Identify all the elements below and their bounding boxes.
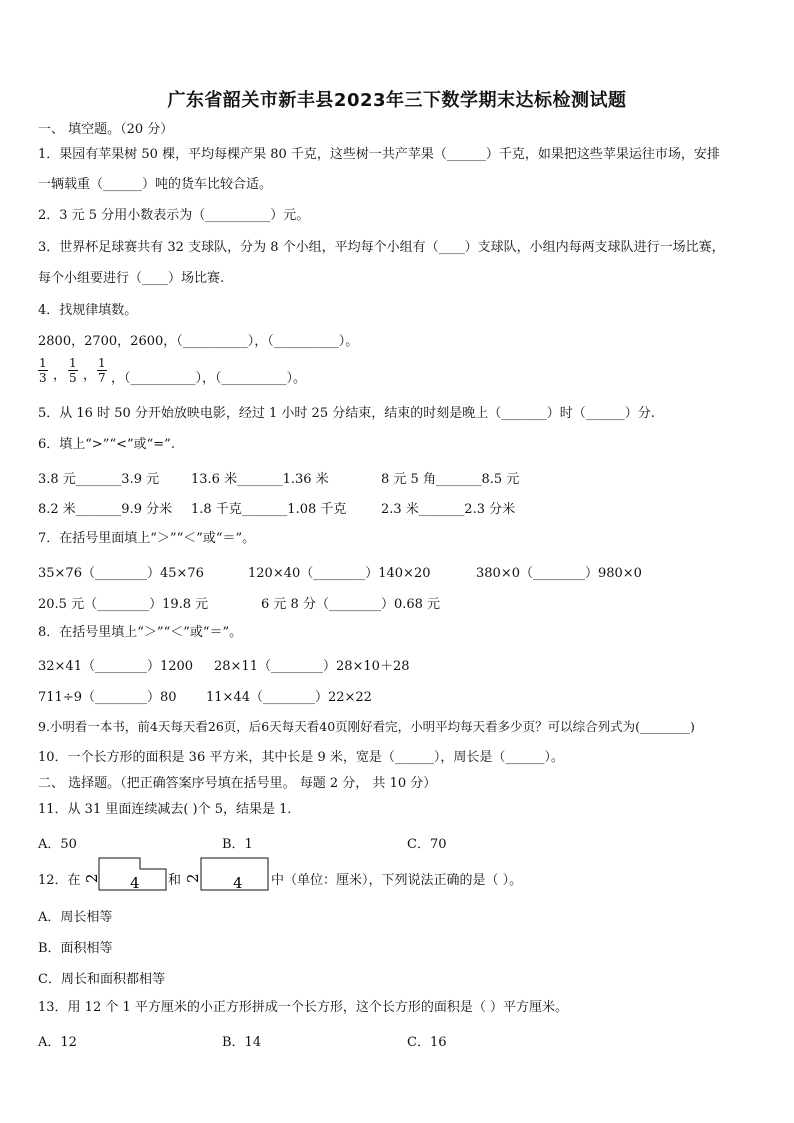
q4-fraction-2-denominator: 5 [69,371,77,385]
q13-text: 13．用 12 个 1 平方厘米的小正方形拼成一个长方形，这个长方形的面积是（ ）平方厘米。 [38,1000,569,1015]
q7-item: 20.5 元（________）19.8 元 [38,597,209,612]
q7-item: 380×0（________）980×0 [476,566,642,581]
q1-line1: 1．果园有苹果树 50 棵，平均每棵产果 80 千克，这些树一共产苹果（______）千克，如果把这些苹果运往市场，安排 [38,147,720,162]
q7-item: 6 元 8 分（________）0.68 元 [261,597,441,612]
q11-text: 11．从 31 里面连续减去( )个 5，结果是 1． [38,802,301,817]
q11-option-c: C．70 [407,837,447,852]
exam-title: 广东省韶关市新丰县2023年三下数学期末达标检测试题 [167,90,627,111]
q12-shape1-side-label: 2 [83,873,101,883]
q13-option-a: A．12 [38,1035,77,1050]
q4-text: 4．找规律填数。 [38,303,138,318]
q12-option-c: C．周长和面积都相等 [38,972,165,987]
q8-item: 28×11（________）28×10＋28 [214,659,410,674]
q12-shape2-side-label: 2 [184,873,202,883]
q12-option-a: A．周长相等 [38,910,113,925]
q3-line2: 每个小组要进行（____）场比赛. [38,271,225,286]
q13-option-b: B．14 [222,1035,262,1050]
q4-fraction-2-numerator: 1 [69,356,77,370]
q12-shape2-bottom-label: 4 [233,874,243,892]
q6-item: 13.6 米_______1.36 米 [191,472,329,487]
q4-fraction-2 [68,356,78,385]
q10-text: 10．一个长方形的面积是 36 平方米，其中长是 9 米，宽是（______），周长是（______）。 [38,750,564,765]
q6-item: 3.8 元_______3.9 元 [38,472,160,487]
q6-item: 8 元 5 角_______8.5 元 [381,472,520,487]
section1-heading: 一、 填空题。（20 分） [38,122,174,137]
q12-shape1-bottom-label: 4 [130,874,140,892]
q4-sequence-2-tail: ，（__________），（__________）。 [111,371,307,386]
section2-heading: 二、 选择题。（把正确答案序号填在括号里。 每题 2 分， 共 10 分） [38,776,437,791]
q8-text: 8．在括号里填上“＞”“＜”或“＝”。 [38,625,243,640]
q12-rectangle-figure [183,855,271,893]
q4-fraction-3-numerator: 1 [98,356,106,370]
q3-line1: 3．世界杯足球赛共有 32 支球队，分为 8 个小组，平均每个小组有（____）支球队，小组内每两支球队进行一场比赛， [38,240,725,255]
q6-item: 2.3 米_______2.3 分米 [381,502,516,517]
q5-text: 5．从 16 时 50 分开始放映电影，经过 1 小时 25 分结束，结束的时刻是晚上（_______）时（______）分. [38,406,655,421]
q2-text: 2．3 元 5 分用小数表示为（__________）元。 [38,208,310,223]
q4-fraction-separator-1: ， [53,368,67,383]
q11-option-b: B．1 [222,837,253,852]
q4-fraction-1 [38,356,48,385]
q7-item: 120×40（________）140×20 [248,566,431,581]
q4-fraction-1-numerator: 1 [39,356,47,370]
q4-fraction-3-denominator: 7 [98,371,106,385]
q12-mid: 和 [168,873,182,888]
q13-option-c: C．16 [407,1035,447,1050]
q4-fraction-separator-2: ， [83,368,97,383]
q6-text: 6．填上“>”“<”或“=”. [38,437,175,452]
q4-fraction-1-denominator: 3 [39,371,47,385]
q12-option-b: B．面积相等 [38,941,113,956]
q12-prefix: 12．在 [38,873,81,888]
q7-item: 35×76（________）45×76 [38,566,204,581]
q1-line2: 一辆载重（______）吨的货车比较合适。 [38,177,273,192]
q7-text: 7．在括号里面填上“＞”“＜”或“＝”。 [38,531,256,546]
q8-item: 11×44（________）22×22 [206,690,372,705]
q8-item: 711÷9（________）80 [38,690,177,705]
q6-item: 1.8 千克_______1.08 千克 [191,502,347,517]
q4-sequence-1: 2800，2700，2600，（__________），（__________）。 [38,334,359,349]
q12-suffix: 中（单位：厘米），下列说法正确的是（ ）。 [271,873,523,888]
q6-item: 8.2 米_______9.9 分米 [38,502,173,517]
q11-option-a: A．50 [38,837,77,852]
q9-text: 9.小明看一本书，前4天每天看26页，后6天每天看40页刚好看完，小明平均每天看多少页？可以综合列式为(________) [38,719,695,734]
q4-fraction-3 [97,356,107,385]
q8-item: 32×41（________）1200 [38,659,194,674]
q12-notched-rectangle-figure [82,855,168,893]
